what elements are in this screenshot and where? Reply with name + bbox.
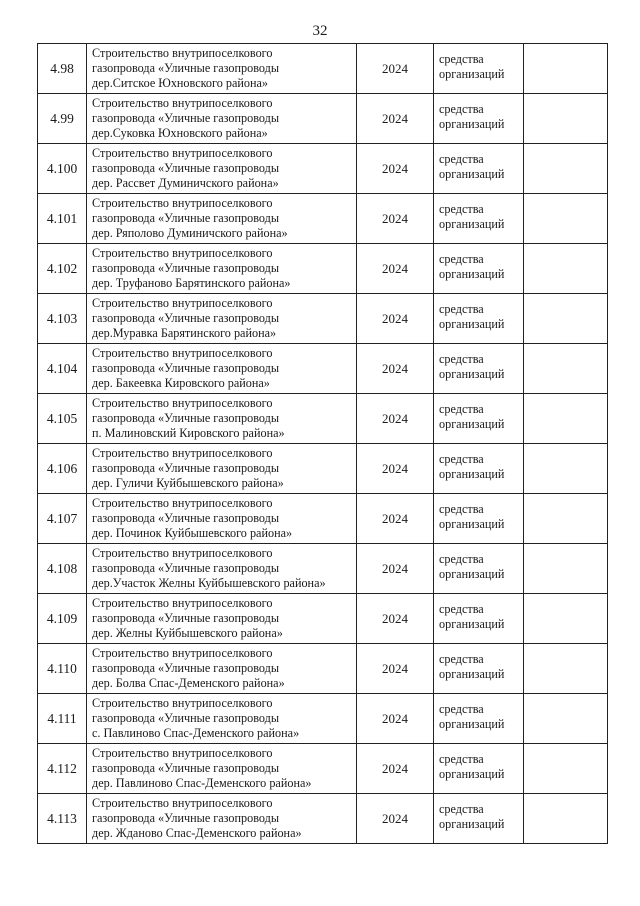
empty-column-cell — [524, 194, 608, 244]
project-title-line: Строительство внутрипоселкового — [92, 196, 273, 210]
project-title-line: газопровода «Уличные газопроводы — [92, 61, 280, 76]
project-year: 2024 — [357, 194, 434, 244]
project-title-line: дер.Суковка Юхновского района» — [92, 126, 268, 141]
funding-source-line: средства — [439, 452, 484, 466]
project-title-line: Строительство внутрипоселкового — [92, 46, 273, 60]
funding-source-line: средства — [439, 502, 484, 516]
project-title-line: дер. Труфаново Барятинского района» — [92, 276, 291, 291]
table-row — [38, 244, 608, 294]
funding-source-line: организаций — [439, 767, 505, 782]
project-year: 2024 — [357, 244, 434, 294]
table-row — [38, 294, 608, 344]
project-title-line: газопровода «Уличные газопроводы — [92, 611, 280, 626]
row-number: 4.110 — [38, 644, 87, 694]
table-row — [38, 494, 608, 544]
funding-source-line: средства — [439, 652, 484, 666]
project-title-line: Строительство внутрипоселкового — [92, 646, 273, 660]
funding-source-line: средства — [439, 252, 484, 266]
page-number: 32 — [312, 23, 328, 39]
table-row — [38, 694, 608, 744]
project-year: 2024 — [357, 644, 434, 694]
project-year: 2024 — [357, 144, 434, 194]
row-number: 4.112 — [38, 744, 87, 794]
table-row — [38, 544, 608, 594]
project-title — [87, 794, 357, 844]
empty-column-cell — [524, 694, 608, 744]
project-title-line: газопровода «Уличные газопроводы — [92, 811, 280, 826]
project-title-line: дер. Бакеевка Кировского района» — [92, 376, 270, 391]
project-title-line: Строительство внутрипоселкового — [92, 446, 273, 460]
funding-source — [434, 94, 524, 144]
empty-column-cell — [524, 44, 608, 94]
project-title — [87, 244, 357, 294]
empty-column-cell — [524, 444, 608, 494]
project-title-line: Строительство внутрипоселкового — [92, 346, 273, 360]
funding-source-line: организаций — [439, 217, 505, 232]
project-title-line: дер.Ситское Юхновского района» — [92, 76, 268, 91]
row-number: 4.101 — [38, 194, 87, 244]
project-title-line: газопровода «Уличные газопроводы — [92, 261, 280, 276]
table-row — [38, 444, 608, 494]
project-title — [87, 694, 357, 744]
project-title — [87, 194, 357, 244]
project-title-line: Строительство внутрипоселкового — [92, 596, 273, 610]
funding-source — [434, 194, 524, 244]
table-row — [38, 394, 608, 444]
program-table — [37, 43, 608, 844]
project-year: 2024 — [357, 744, 434, 794]
project-title-line: дер. Ряполово Думиничского района» — [92, 226, 288, 241]
funding-source-line: средства — [439, 802, 484, 816]
project-year: 2024 — [357, 694, 434, 744]
project-title-line: дер. Гуличи Куйбышевского района» — [92, 476, 284, 491]
project-title-line: дер. Болва Спас-Деменского района» — [92, 676, 285, 691]
funding-source-line: организаций — [439, 667, 505, 682]
project-title-line: Строительство внутрипоселкового — [92, 796, 273, 810]
project-title — [87, 144, 357, 194]
project-title-line: газопровода «Уличные газопроводы — [92, 211, 280, 226]
project-title-line: газопровода «Уличные газопроводы — [92, 161, 280, 176]
funding-source — [434, 794, 524, 844]
project-title-line: дер.Муравка Барятинского района» — [92, 326, 277, 341]
project-title-line: газопровода «Уличные газопроводы — [92, 761, 280, 776]
project-title-line: Строительство внутрипоселкового — [92, 396, 273, 410]
table-row — [38, 94, 608, 144]
table-body — [38, 44, 608, 844]
project-title-line: Строительство внутрипоселкового — [92, 246, 273, 260]
funding-source-line: средства — [439, 702, 484, 716]
row-number: 4.107 — [38, 494, 87, 544]
project-title-line: газопровода «Уличные газопроводы — [92, 361, 280, 376]
funding-source — [434, 344, 524, 394]
empty-column-cell — [524, 794, 608, 844]
table-row — [38, 344, 608, 394]
funding-source-line: средства — [439, 302, 484, 316]
project-year: 2024 — [357, 344, 434, 394]
table-row — [38, 744, 608, 794]
empty-column-cell — [524, 344, 608, 394]
funding-source-line: средства — [439, 102, 484, 116]
project-year: 2024 — [357, 594, 434, 644]
row-number: 4.100 — [38, 144, 87, 194]
project-title-line: газопровода «Уличные газопроводы — [92, 661, 280, 676]
project-title-line: дер. Починок Куйбышевского района» — [92, 526, 293, 541]
project-title — [87, 344, 357, 394]
project-title-line: газопровода «Уличные газопроводы — [92, 461, 280, 476]
funding-source-line: средства — [439, 352, 484, 366]
project-title-line: Строительство внутрипоселкового — [92, 746, 273, 760]
row-number: 4.105 — [38, 394, 87, 444]
row-number: 4.111 — [38, 694, 87, 744]
row-number: 4.102 — [38, 244, 87, 294]
funding-source-line: средства — [439, 52, 484, 66]
project-title-line: дер. Павлиново Спас-Деменского района» — [92, 776, 312, 791]
funding-source-line: средства — [439, 602, 484, 616]
table-row — [38, 644, 608, 694]
funding-source-line: средства — [439, 202, 484, 216]
project-title-line: Строительство внутрипоселкового — [92, 96, 273, 110]
project-title-line: дер. Желны Куйбышевского района» — [92, 626, 283, 641]
project-year: 2024 — [357, 444, 434, 494]
empty-column-cell — [524, 244, 608, 294]
project-year: 2024 — [357, 94, 434, 144]
project-year: 2024 — [357, 294, 434, 344]
project-title-line: газопровода «Уличные газопроводы — [92, 311, 280, 326]
empty-column-cell — [524, 744, 608, 794]
row-number: 4.104 — [38, 344, 87, 394]
project-title — [87, 394, 357, 444]
project-title-line: газопровода «Уличные газопроводы — [92, 411, 280, 426]
funding-source — [434, 444, 524, 494]
project-title-line: с. Павлиново Спас-Деменского района» — [92, 726, 300, 741]
funding-source — [434, 644, 524, 694]
empty-column-cell — [524, 394, 608, 444]
project-title — [87, 594, 357, 644]
funding-source — [434, 144, 524, 194]
funding-source — [434, 294, 524, 344]
funding-source — [434, 544, 524, 594]
empty-column-cell — [524, 144, 608, 194]
funding-source-line: организаций — [439, 467, 505, 482]
funding-source-line: средства — [439, 552, 484, 566]
project-title-line: Строительство внутрипоселкового — [92, 696, 273, 710]
funding-source-line: организаций — [439, 367, 505, 382]
funding-source-line: средства — [439, 752, 484, 766]
table-row — [38, 594, 608, 644]
funding-source-line: организаций — [439, 317, 505, 332]
empty-column-cell — [524, 644, 608, 694]
project-title — [87, 94, 357, 144]
project-title-line: дер. Жданово Спас-Деменского района» — [92, 826, 302, 841]
project-title-line: Строительство внутрипоселкового — [92, 496, 273, 510]
funding-source — [434, 494, 524, 544]
project-title — [87, 494, 357, 544]
project-title-line: дер.Участок Желны Куйбышевского района» — [92, 576, 326, 591]
funding-source-line: средства — [439, 402, 484, 416]
project-title-line: п. Малиновский Кировского района» — [92, 426, 285, 441]
project-title-line: Строительство внутрипоселкового — [92, 546, 273, 560]
funding-source — [434, 694, 524, 744]
empty-column-cell — [524, 494, 608, 544]
funding-source-line: организаций — [439, 417, 505, 432]
funding-source-line: организаций — [439, 267, 505, 282]
table-row — [38, 44, 608, 94]
empty-column-cell — [524, 594, 608, 644]
project-title — [87, 544, 357, 594]
row-number: 4.108 — [38, 544, 87, 594]
funding-source — [434, 594, 524, 644]
funding-source-line: средства — [439, 152, 484, 166]
project-title-line: Строительство внутрипоселкового — [92, 296, 273, 310]
funding-source-line: организаций — [439, 617, 505, 632]
row-number: 4.103 — [38, 294, 87, 344]
funding-source-line: организаций — [439, 517, 505, 532]
funding-source — [434, 44, 524, 94]
project-title-line: газопровода «Уличные газопроводы — [92, 711, 280, 726]
row-number: 4.99 — [38, 94, 87, 144]
project-title — [87, 444, 357, 494]
empty-column-cell — [524, 544, 608, 594]
table-row — [38, 194, 608, 244]
row-number: 4.98 — [38, 44, 87, 94]
funding-source — [434, 394, 524, 444]
funding-source — [434, 244, 524, 294]
funding-source-line: организаций — [439, 167, 505, 182]
project-title — [87, 44, 357, 94]
funding-source — [434, 744, 524, 794]
table-row — [38, 144, 608, 194]
funding-source-line: организаций — [439, 567, 505, 582]
project-title-line: дер. Рассвет Думиничского района» — [92, 176, 279, 191]
project-title — [87, 644, 357, 694]
row-number: 4.109 — [38, 594, 87, 644]
project-title-line: газопровода «Уличные газопроводы — [92, 111, 280, 126]
funding-source-line: организаций — [439, 817, 505, 832]
table-row — [38, 794, 608, 844]
funding-source-line: организаций — [439, 717, 505, 732]
funding-source-line: организаций — [439, 117, 505, 132]
project-year: 2024 — [357, 544, 434, 594]
project-title — [87, 294, 357, 344]
project-year: 2024 — [357, 794, 434, 844]
project-year: 2024 — [357, 44, 434, 94]
project-title-line: газопровода «Уличные газопроводы — [92, 561, 280, 576]
project-title-line: Строительство внутрипоселкового — [92, 146, 273, 160]
project-year: 2024 — [357, 494, 434, 544]
empty-column-cell — [524, 294, 608, 344]
funding-source-line: организаций — [439, 67, 505, 82]
empty-column-cell — [524, 94, 608, 144]
project-title — [87, 744, 357, 794]
project-year: 2024 — [357, 394, 434, 444]
project-title-line: газопровода «Уличные газопроводы — [92, 511, 280, 526]
row-number: 4.113 — [38, 794, 87, 844]
row-number: 4.106 — [38, 444, 87, 494]
